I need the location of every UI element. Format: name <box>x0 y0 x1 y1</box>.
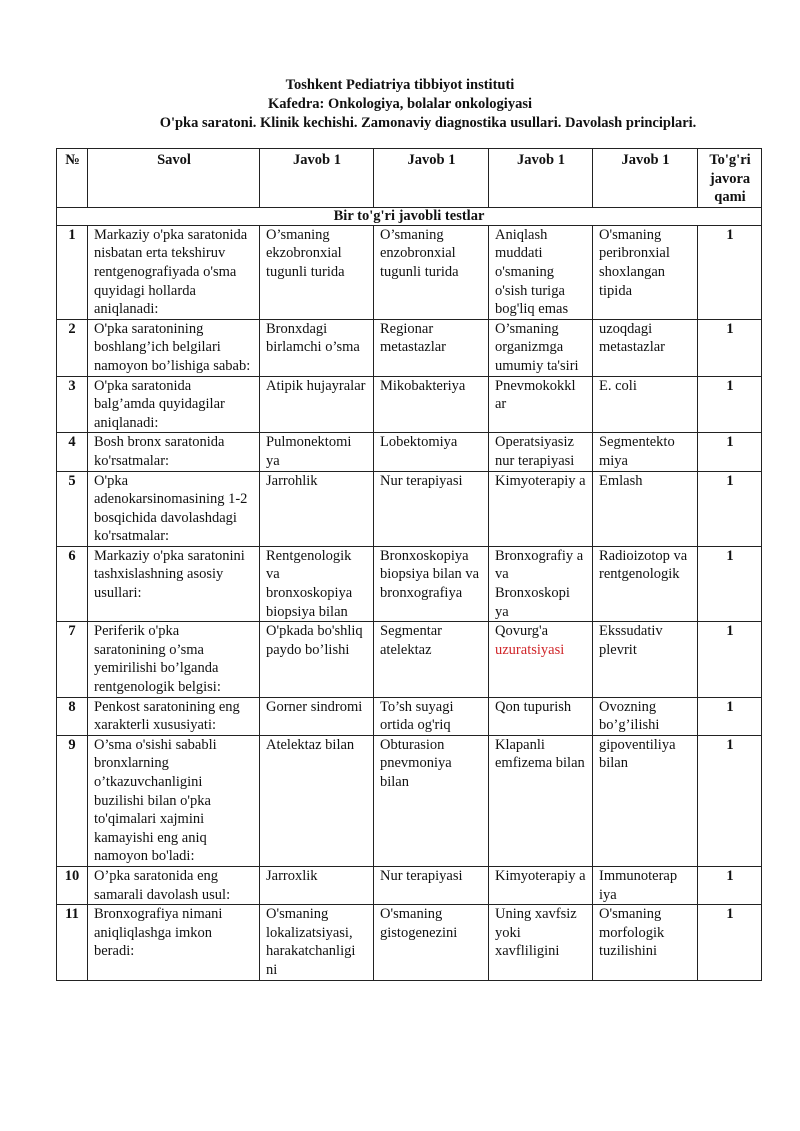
correct-answer: 1 <box>698 905 762 980</box>
correct-answer: 1 <box>698 471 762 546</box>
answer-option-2: To’sh suyagi ortida og'riq <box>374 697 489 735</box>
table-row <box>57 225 762 319</box>
correct-answer: 1 <box>698 225 762 319</box>
correct-answer: 1 <box>698 866 762 904</box>
topic-title: O'pka saratoni. Klinik kechishi. Zamonaviy diagnostika usullari. Davolash principlari. <box>159 115 697 131</box>
correct-answer: 1 <box>698 697 762 735</box>
document-header <box>0 76 800 133</box>
answer-option-2: O’smaning enzobronxial tugunli turida <box>374 225 489 319</box>
table-row <box>57 471 762 546</box>
question-text: O'pka saratonida balg’amda quyidagilar aniqlanadi: <box>88 376 260 433</box>
answer-option-2: Bronxoskopiya biopsiya bilan va bronxografiya <box>374 546 489 621</box>
question-text: O’sma o'sishi sababli bronxlarning o’tkazuvchanligini buzilishi bilan o'pka to'qimalari xajmini kamayishi eng aniq namoyon bo'ladi: <box>88 735 260 866</box>
question-number: 3 <box>57 376 88 433</box>
question-number: 2 <box>57 319 88 376</box>
test-questions-table <box>56 148 762 981</box>
answer-option-1: Jarrohlik <box>260 471 374 546</box>
answer-option-1: Bronxdagi birlamchi o’sma <box>260 319 374 376</box>
department-title: Kafedra: Onkologiya, bolalar onkologiyasi <box>268 96 532 112</box>
question-text: O’pka saratonida eng samarali davolash usul: <box>88 866 260 904</box>
question-text: O'pka saratonining boshlang’ich belgilari namoyon bo’lishiga sabab: <box>88 319 260 376</box>
answer-option-2: Nur terapiyasi <box>374 471 489 546</box>
answer-option-1: Pulmonektomi ya <box>260 433 374 471</box>
column-header-question: Savol <box>88 149 260 208</box>
institute-title: Toshkent Pediatriya tibbiyot instituti <box>285 77 515 93</box>
answer-option-4: gipoventiliya bilan <box>593 735 698 866</box>
answer-option-3 <box>489 622 593 697</box>
column-header-answer-3: Javob 1 <box>489 149 593 208</box>
answer-option-2: Nur terapiyasi <box>374 866 489 904</box>
table-row <box>57 433 762 471</box>
column-header-answer-1: Javob 1 <box>260 149 374 208</box>
answer-option-1: Gorner sindromi <box>260 697 374 735</box>
question-text: Markaziy o'pka saratonida nisbatan erta tekshiruv rentgenografiyada o'sma quyidagi hollarda aniqlanadi: <box>88 225 260 319</box>
answer-option-3: Uning xavfsiz yoki xavfliligini <box>489 905 593 980</box>
answer-option-3: Pnevmokokkl ar <box>489 376 593 433</box>
question-number: 4 <box>57 433 88 471</box>
answer-option-4: Ovozning bo’g’ilishi <box>593 697 698 735</box>
column-header-answer-2: Javob 1 <box>374 149 489 208</box>
answer-option-1: Rentgenologik va bronxoskopiya biopsiya bilan <box>260 546 374 621</box>
table-row <box>57 319 762 376</box>
answer-option-4: O'smaning peribronxial shoxlangan tipida <box>593 225 698 319</box>
table-row <box>57 866 762 904</box>
question-text: Bosh bronx saratonida ko'rsatmalar: <box>88 433 260 471</box>
column-header-answer-4: Javob 1 <box>593 149 698 208</box>
correct-answer: 1 <box>698 433 762 471</box>
answer-option-3: Kimyoterapiy a <box>489 471 593 546</box>
correct-answer: 1 <box>698 319 762 376</box>
answer-option-3: Klapanli emfizema bilan <box>489 735 593 866</box>
question-number: 5 <box>57 471 88 546</box>
question-number: 9 <box>57 735 88 866</box>
answer-text: Qovurg'a <box>495 623 549 640</box>
answer-option-4: Radioizotop va rentgenologik <box>593 546 698 621</box>
question-number: 7 <box>57 622 88 697</box>
answer-option-1: Atipik hujayralar <box>260 376 374 433</box>
answer-option-4: uzoqdagi metastazlar <box>593 319 698 376</box>
answer-option-1: O'pkada bo'shliq paydo bo’lishi <box>260 622 374 697</box>
answer-option-4: Segmentekto miya <box>593 433 698 471</box>
question-text: Periferik o'pka saratonining o’sma yemirilishi bo’lganda rentgenologik belgisi: <box>88 622 260 697</box>
answer-option-4: E. coli <box>593 376 698 433</box>
table-row <box>57 376 762 433</box>
question-number: 1 <box>57 225 88 319</box>
header-row <box>57 149 762 208</box>
question-text: Penkost saratonining eng xarakterli xususiyati: <box>88 697 260 735</box>
correct-answer: 1 <box>698 376 762 433</box>
answer-option-3: Aniqlash muddati o'smaning o'sish turiga bog'liq emas <box>489 225 593 319</box>
answer-option-3: Kimyoterapiy a <box>489 866 593 904</box>
section-title: Bir to'g'ri javobli testlar <box>57 207 762 225</box>
answer-option-3: Operatsiyasiz nur terapiyasi <box>489 433 593 471</box>
question-text: Bronxografiya nimani aniqliqlashga imkon beradi: <box>88 905 260 980</box>
table-row <box>57 697 762 735</box>
answer-option-1: O’smaning ekzobronxial tugunli turida <box>260 225 374 319</box>
answer-option-2: Mikobakteriya <box>374 376 489 433</box>
answer-option-2: Obturasion pnevmoniya bilan <box>374 735 489 866</box>
answer-option-1: Jarroxlik <box>260 866 374 904</box>
answer-option-2: Regionar metastazlar <box>374 319 489 376</box>
question-number: 10 <box>57 866 88 904</box>
answer-option-4: Immunoterap iya <box>593 866 698 904</box>
answer-option-4: O'smaning morfologik tuzilishini <box>593 905 698 980</box>
correct-answer: 1 <box>698 622 762 697</box>
answer-option-1: O'smaning lokalizatsiyasi, harakatchanligi ni <box>260 905 374 980</box>
table-row <box>57 546 762 621</box>
table-row <box>57 735 762 866</box>
answer-option-1: Atelektaz bilan <box>260 735 374 866</box>
table-row <box>57 905 762 980</box>
correct-answer: 1 <box>698 546 762 621</box>
question-number: 6 <box>57 546 88 621</box>
highlighted-answer-text: uzuratsiyasi <box>495 641 565 658</box>
question-text: O'pka adenokarsinomasining 1-2 bosqichida davolashdagi ko'rsatmalar: <box>88 471 260 546</box>
answer-option-2: O'smaning gistogenezini <box>374 905 489 980</box>
column-header-number: № <box>57 149 88 208</box>
answer-option-2: Segmentar atelektaz <box>374 622 489 697</box>
table-header <box>57 149 762 208</box>
section-row <box>57 207 762 225</box>
question-number: 8 <box>57 697 88 735</box>
answer-option-4: Emlash <box>593 471 698 546</box>
table-row <box>57 622 762 697</box>
table-body <box>57 207 762 980</box>
question-number: 11 <box>57 905 88 980</box>
column-header-correct-answer: To'g'ri javora qami <box>698 149 762 208</box>
answer-option-2: Lobektomiya <box>374 433 489 471</box>
answer-option-3: Qon tupurish <box>489 697 593 735</box>
answer-option-4: Ekssudativ plevrit <box>593 622 698 697</box>
question-text: Markaziy o'pka saratonini tashxislashning asosiy usullari: <box>88 546 260 621</box>
correct-answer: 1 <box>698 735 762 866</box>
answer-option-3: O’smaning organizmga umumiy ta'siri <box>489 319 593 376</box>
answer-option-3: Bronxografiy a va Bronxoskopi ya <box>489 546 593 621</box>
